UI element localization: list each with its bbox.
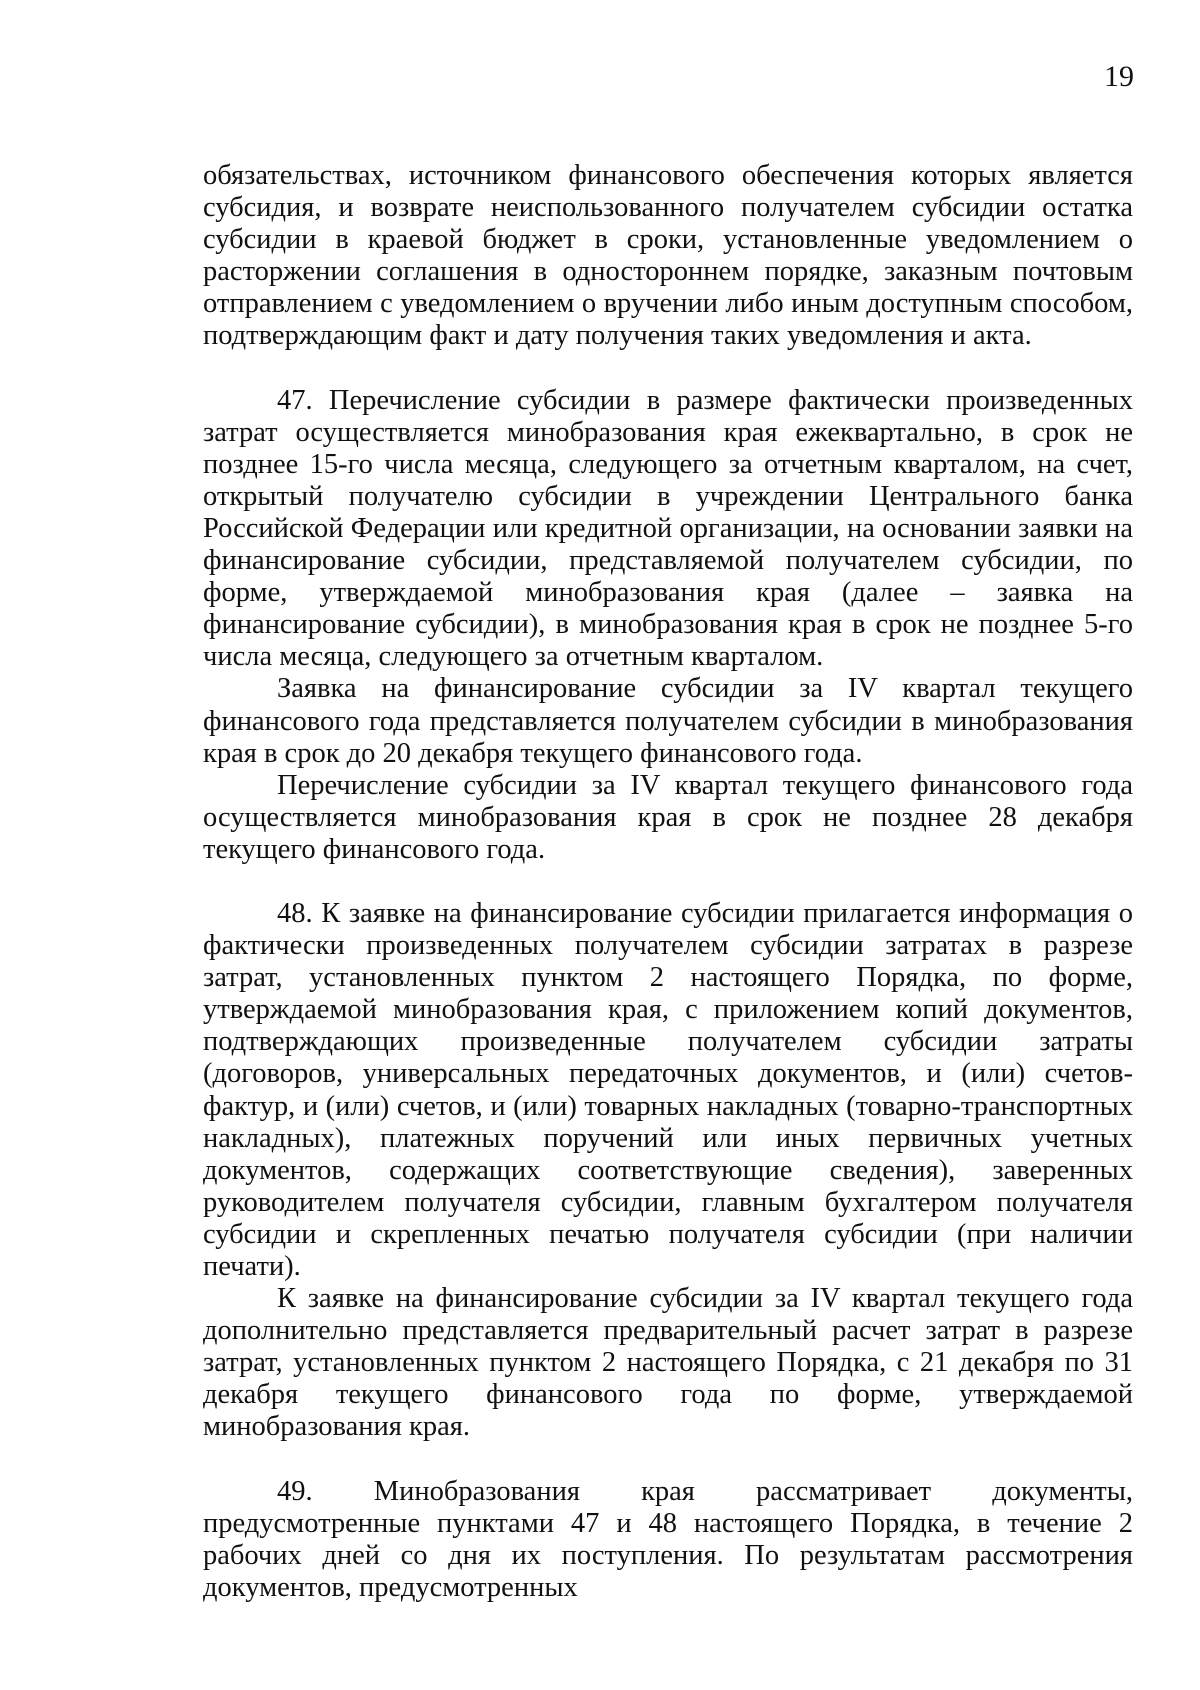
paragraph-item-48: 48. К заявке на финансирование субсидии прилагается информация о фактически произведенных получателем субсидии затратах в разрезе затрат, установленных пунктом 2 настоящего Порядка, по форме, утверждаемой минобразования края, с приложением копий документов, подтверждающих произведенные получателем субсидии затраты (договоров, универсальных передаточных документов, и (или) счетов-фактур, и (или) счетов, и (или) товарных накладных (товарно-транспортных накладных), платежных поручений или иных первичных учетных документов, содержащих соответствующие сведения), заверенных руководителем получателя субсидии, главным бухгалтером получателя субсидии и скрепленных печатью получателя субсидии (при наличии печати). [203,897,1133,1282]
paragraph-item-49: 49. Минобразования края рассматривает документы, предусмотренные пунктами 47 и 48 настоящего Порядка, в течение 2 рабочих дней со дня их поступления. По результатам рассмотрения документов, предусмотренных [203,1475,1133,1603]
document-body [203,160,1133,1604]
paragraph-continuation: обязательствах, источником финансового обеспечения которых является субсидия, и возврате неиспользованного получателем субсидии остатка субсидии в краевой бюджет в сроки, установленные уведомлением о расторжении соглашения в одностороннем порядке, заказным почтовым отправлением с уведомлением о вручении либо иным доступным способом, подтверждающим факт и дату получения таких уведомления и акта. [203,160,1133,352]
paragraph-q4-transfer: Перечисление субсидии за IV квартал текущего финансового года осуществляется минобразования края в срок не позднее 28 декабря текущего финансового года. [203,769,1133,865]
page-number: 19 [1104,60,1134,93]
paragraph-item-47: 47. Перечисление субсидии в размере фактически произведенных затрат осуществляется минобразования края ежеквартально, в срок не позднее 15-го числа месяца, следующего за отчетным кварталом, на счет, открытый получателю субсидии в учреждении Центрального банка Российской Федерации или кредитной организации, на основании заявки на финансирование субсидии, представляемой получателем субсидии, по форме, утверждаемой минобразования края (далее – заявка на финансирование субсидии), в минобразования края в срок не позднее 5-го числа месяца, следующего за отчетным кварталом. [203,384,1133,673]
paragraph-q4-request: Заявка на финансирование субсидии за IV квартал текущего финансового года представляется получателем субсидии в минобразования края в срок до 20 декабря текущего финансового года. [203,673,1133,769]
paragraph-q4-calculation: К заявке на финансирование субсидии за IV квартал текущего года дополнительно представляется предварительный расчет затрат в разрезе затрат, установленных пунктом 2 настоящего Порядка, с 21 декабря по 31 декабря текущего финансового года по форме, утверждаемой минобразования края. [203,1283,1133,1443]
